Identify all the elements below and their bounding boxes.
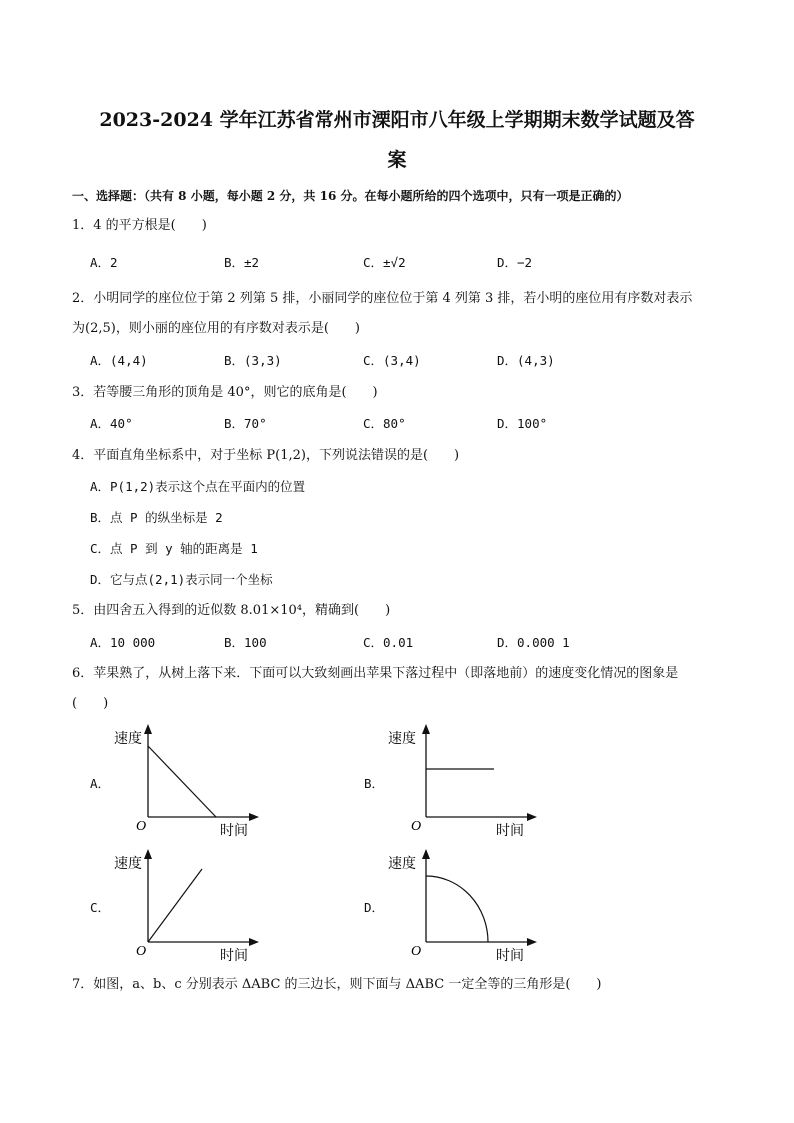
curve-quarter-circle xyxy=(426,876,488,942)
question-2-stem-line-1: 2．小明同学的座位位于第 2 列第 5 排，小丽同学的座位位于第 4 列第 3 排，若小明的座位用有序数对表示 xyxy=(72,291,693,306)
question-7-stem: 7．如图，a、b、c 分别表示 ΔABC 的三边长，则下面与 ΔABC 一定全等的三角形是( ) xyxy=(72,977,602,992)
x-axis-label: 时间 xyxy=(496,823,524,839)
q1-option-c: C．±√2 xyxy=(363,255,406,270)
q6-option-b-letter: B． xyxy=(364,776,385,791)
q4-option-a: A．P(1,2)表示这个点在平面内的位置 xyxy=(90,479,306,494)
q1-option-d: D．−2 xyxy=(497,255,533,270)
q3-option-c: C．80° xyxy=(363,416,406,431)
q2-option-d: D．(4,3) xyxy=(497,353,555,368)
question-1-stem: 1．4 的平方根是( ) xyxy=(72,218,207,233)
y-axis-label: 速度 xyxy=(388,856,416,872)
question-4-stem: 4．平面直角坐标系中，对于坐标 P(1,2)，下列说法错误的是( ) xyxy=(72,448,460,463)
q5-option-a: A．10 000 xyxy=(90,635,156,650)
curve-increasing-line xyxy=(148,869,202,942)
question-6-stem-line-1: 6．苹果熟了，从树上落下来．下面可以大致刻画出苹果下落过程中（即落地前）的速度变化情况的图象是 xyxy=(72,666,679,681)
x-axis-label: 时间 xyxy=(220,823,248,839)
q6-option-a-letter: A． xyxy=(90,776,111,791)
q1-option-b: B．±2 xyxy=(224,255,260,270)
q6-option-d-letter: D． xyxy=(364,900,385,915)
origin-label: O xyxy=(136,819,147,834)
origin-label: O xyxy=(136,944,147,959)
q2-option-c: C．(3,4) xyxy=(363,353,421,368)
page-title-line-1: 2023-2024 学年江苏省常州市溧阳市八年级上学期期末数学试题及答 xyxy=(99,109,695,131)
q3-option-a: A．40° xyxy=(90,416,133,431)
q3-option-d: D．100° xyxy=(497,416,548,431)
question-5-stem: 5．由四舍五入得到的近似数 8.01×10⁴，精确到( ) xyxy=(72,603,391,618)
q4-option-d: D．它与点(2,1)表示同一个坐标 xyxy=(90,572,273,587)
q6-option-c-letter: C． xyxy=(90,900,111,915)
section-heading: 一、选择题：（共有 8 小题，每小题 2 分，共 16 分。在每小题所给的四个选项中，只有一项是正确的） xyxy=(72,189,629,203)
q5-option-d: D．0.000 1 xyxy=(497,635,570,650)
y-axis-label: 速度 xyxy=(114,856,142,872)
q1-option-a: A．2 xyxy=(90,255,118,270)
y-axis-label: 速度 xyxy=(114,731,142,747)
origin-label: O xyxy=(411,944,422,959)
question-6-stem-line-2: ( ) xyxy=(72,696,109,711)
q6-graph-d xyxy=(386,847,546,967)
q5-option-b: B．100 xyxy=(224,635,267,650)
y-axis-label: 速度 xyxy=(388,731,416,747)
q2-option-a: A．(4,4) xyxy=(90,353,148,368)
q6-graph-a xyxy=(108,722,268,842)
q4-option-b: B．点 P 的纵坐标是 2 xyxy=(90,510,223,525)
q2-option-b: B．(3,3) xyxy=(224,353,282,368)
x-axis-label: 时间 xyxy=(496,948,524,964)
question-2-stem-line-2: 为(2,5)，则小丽的座位用的有序数对表示是( ) xyxy=(72,321,360,336)
page-title-line-2: 案 xyxy=(387,149,407,171)
q6-graph-c xyxy=(108,847,268,967)
q3-option-b: B．70° xyxy=(224,416,267,431)
q6-graph-b xyxy=(386,722,546,842)
curve-decreasing-line xyxy=(148,746,216,817)
q5-option-c: C．0.01 xyxy=(363,635,414,650)
question-3-stem: 3．若等腰三角形的顶角是 40°，则它的底角是( ) xyxy=(72,385,378,400)
origin-label: O xyxy=(411,819,422,834)
q4-option-c: C．点 P 到 y 轴的距离是 1 xyxy=(90,541,258,556)
x-axis-label: 时间 xyxy=(220,948,248,964)
